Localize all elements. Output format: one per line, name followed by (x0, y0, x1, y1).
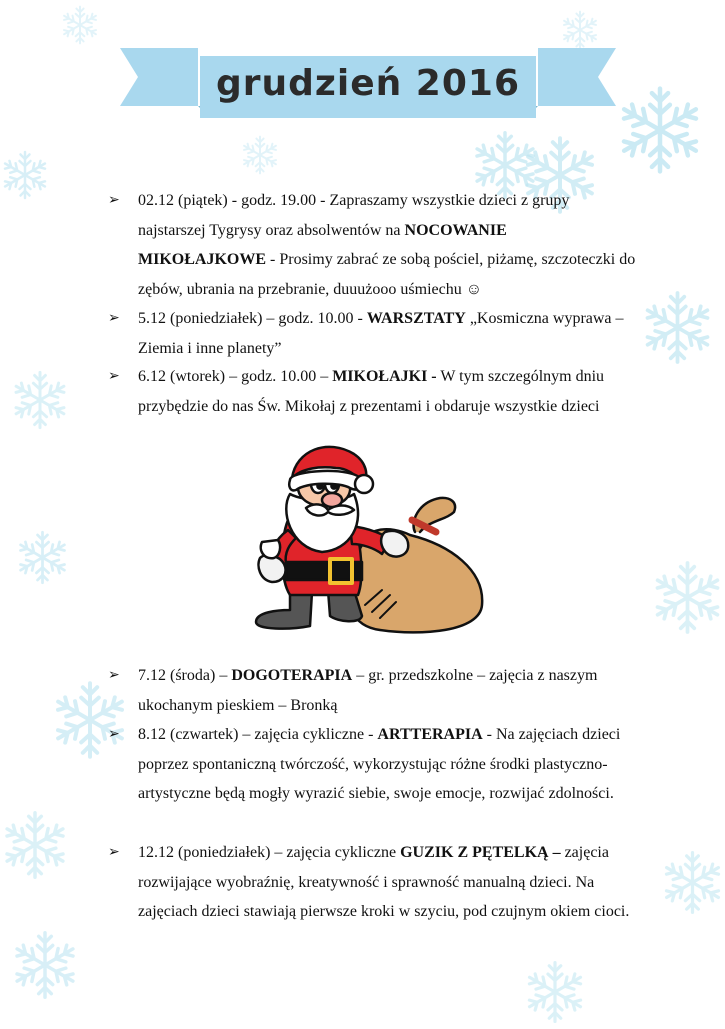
snowflake-icon (240, 135, 280, 175)
event-item (108, 720, 638, 809)
snowflake-icon (650, 560, 725, 635)
event-description: - Prosimy zabrać ze sobą pościel, piżamę, szczoteczki do zębów, ubrania na przebranie, duuużooo uśmiechu ☺ (138, 251, 636, 298)
event-title: DOGOTERAPIA (231, 667, 353, 684)
event-description: „Kosmiczna wyprawa – Ziemia i inne planety” (138, 310, 624, 357)
snowflake-icon (10, 370, 70, 430)
event-description: - Na zajęciach dzieci poprzez spontaniczną twórczość, wykorzystując różne środki plastyczno-artystyczne będą mogły wyrazić siebie, swoje emocje, rozwijać zdolności. (138, 726, 621, 802)
arrow-bullet-icon: ➢ (108, 726, 120, 742)
snowflake-icon (660, 850, 725, 915)
arrow-bullet-icon: ➢ (108, 368, 120, 384)
event-date: 5.12 (poniedziałek) – godz. 10.00 - (138, 310, 363, 327)
event-item (108, 186, 638, 304)
event-description: zajęcia rozwijające wyobraźnię, kreatywność i sprawność manualną dzieci. Na zajęciach dzieci stawiają pierwsze kroki w szyciu, pod czujnym okiem cioci. (138, 844, 630, 920)
arrow-bullet-icon: ➢ (108, 667, 120, 683)
event-date: 7.12 (środa) – (138, 667, 228, 684)
event-item (108, 362, 638, 421)
event-title: ARTTERAPIA (377, 726, 483, 743)
arrow-bullet-icon: ➢ (108, 310, 120, 326)
title-banner (118, 44, 618, 124)
snowflake-icon (615, 85, 705, 175)
snowflake-icon (15, 530, 70, 585)
event-item (108, 304, 638, 363)
event-title: MIKOŁAJKI - (332, 368, 437, 385)
event-date: 12.12 (poniedziałek) – zajęcia cykliczne (138, 844, 397, 861)
arrow-bullet-icon: ➢ (108, 844, 120, 860)
event-lead: Zapraszamy wszystkie dzieci z grupy najstarszej Tygrysy oraz absolwentów na (138, 192, 570, 239)
event-date: 8.12 (czwartek) – zajęcia cykliczne - (138, 726, 374, 743)
snowflake-icon (0, 150, 50, 200)
event-title: NOCOWANIE MIKOŁAJKOWE (138, 221, 507, 268)
page-title: grudzień 2016 (216, 62, 520, 104)
snowflake-icon (510, 960, 600, 1024)
snowflake-icon (60, 5, 100, 45)
event-date: 6.12 (wtorek) – godz. 10.00 – (138, 368, 329, 385)
event-title: GUZIK Z PĘTELKĄ – (400, 844, 561, 861)
event-description: – gr. przedszkolne – zajęcia z naszym ukochanym pieskiem – Bronką (138, 667, 598, 714)
event-title: WARSZTATY (366, 310, 466, 327)
event-date: 02.12 (piątek) - godz. 19.00 - (138, 192, 326, 209)
santa-with-sack-icon (250, 440, 490, 635)
arrow-bullet-icon: ➢ (108, 192, 120, 208)
snowflake-icon (640, 290, 715, 365)
snowflake-icon (0, 810, 70, 880)
event-item (108, 838, 638, 927)
snowflake-icon (10, 930, 80, 1000)
event-description: W tym szczególnym dniu przybędzie do nas Św. Mikołaj z prezentami i obdaruje wszystkie dzieci (138, 368, 605, 415)
event-item (108, 661, 638, 720)
